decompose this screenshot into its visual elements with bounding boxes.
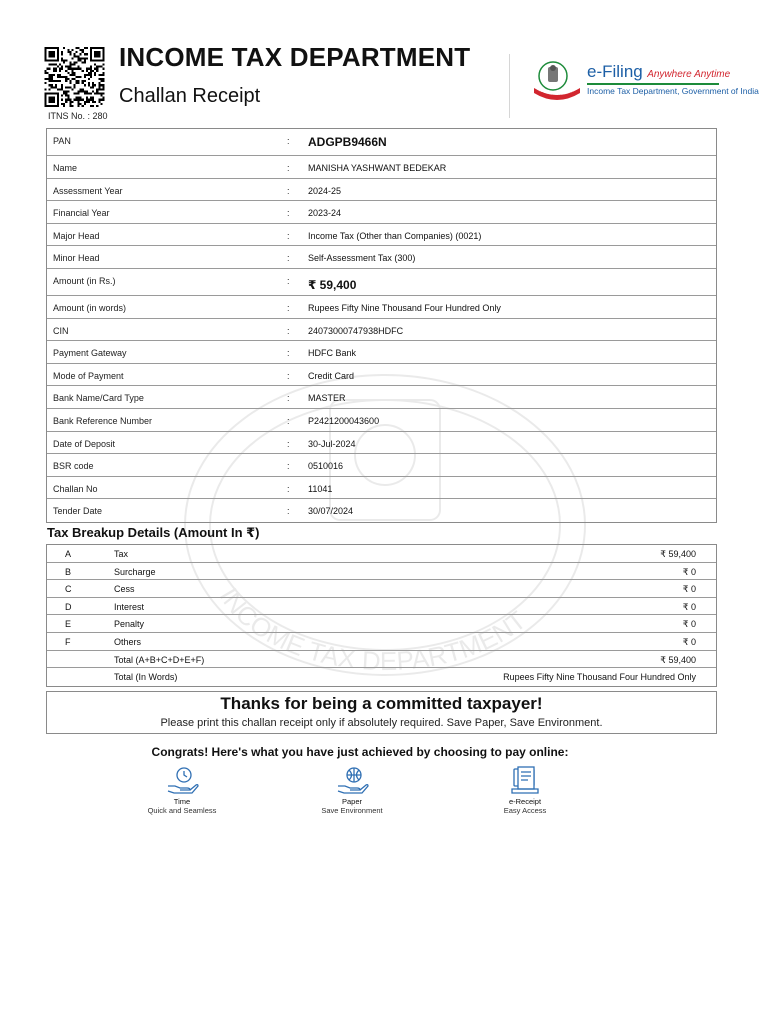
detail-value: HDFC Bank xyxy=(308,348,357,359)
detail-row xyxy=(47,409,716,432)
breakup-code: A xyxy=(65,549,72,559)
breakup-code: B xyxy=(65,566,72,577)
detail-colon: : xyxy=(287,163,290,173)
detail-value: 0510016 xyxy=(308,461,344,472)
detail-colon: : xyxy=(287,185,290,196)
thanks-note: Please print this challan receipt only if absolutely required. Save Paper, Save Environment. xyxy=(160,717,603,729)
detail-value: ADGPB9466N xyxy=(308,135,387,149)
efiling-brand: e-Filing xyxy=(587,62,643,81)
detail-label: Mode of Payment xyxy=(53,370,124,381)
detail-row xyxy=(47,179,716,202)
tax-breakup-table xyxy=(46,544,717,687)
breakup-name: Total (A+B+C+D+E+F) xyxy=(114,654,205,665)
detail-colon: : xyxy=(287,438,290,449)
detail-row xyxy=(47,499,716,522)
challan-details-table xyxy=(46,128,717,523)
detail-label: Financial Year xyxy=(53,208,110,219)
breakup-row xyxy=(47,633,716,651)
receipt-icon xyxy=(508,766,542,796)
detail-colon: : xyxy=(287,230,290,241)
breakup-name: Tax xyxy=(114,549,129,559)
detail-value: Self-Assessment Tax (300) xyxy=(308,253,416,264)
breakup-row xyxy=(47,651,716,669)
breakup-amount: ₹ 0 xyxy=(682,619,696,630)
breakup-amount: ₹ 0 xyxy=(682,584,696,595)
detail-colon: : xyxy=(287,461,290,472)
benefit-ereceipt: e-Receipt Easy Access xyxy=(470,766,580,815)
detail-row xyxy=(47,319,716,342)
detail-row xyxy=(47,201,716,224)
detail-label: Amount (in words) xyxy=(53,302,127,313)
detail-label: BSR code xyxy=(53,461,94,472)
clock-hand-icon xyxy=(165,766,199,796)
detail-value: 11041 xyxy=(308,483,333,494)
efiling-underline xyxy=(587,83,719,85)
globe-hand-icon xyxy=(335,766,369,796)
breakup-name: Cess xyxy=(114,584,135,595)
detail-colon: : xyxy=(287,370,290,381)
detail-value: 24073000747938HDFC xyxy=(308,325,404,336)
detail-colon: : xyxy=(287,253,290,264)
detail-label: Challan No xyxy=(53,483,98,494)
detail-value: Rupees Fifty Nine Thousand Four Hundred Only xyxy=(308,302,501,313)
detail-row xyxy=(47,224,716,247)
detail-row xyxy=(47,454,716,477)
detail-row xyxy=(47,129,716,156)
detail-label: Bank Reference Number xyxy=(53,415,153,426)
detail-value: 30-Jul-2024 xyxy=(308,438,356,449)
detail-row xyxy=(47,477,716,500)
detail-value: 2023-24 xyxy=(308,208,342,219)
breakup-amount: ₹ 0 xyxy=(682,636,696,647)
breakup-name: Surcharge xyxy=(114,566,156,577)
detail-colon: : xyxy=(287,483,290,494)
efiling-subtitle: Income Tax Department, Government of India xyxy=(587,86,759,96)
itns-number: ITNS No. : 280 xyxy=(48,111,108,121)
detail-colon: : xyxy=(287,325,290,336)
breakup-amount: ₹ 59,400 xyxy=(660,549,696,559)
breakup-amount: ₹ 59,400 xyxy=(660,654,696,665)
detail-value: MANISHA YASHWANT BEDEKAR xyxy=(308,163,447,173)
header-divider xyxy=(509,54,510,118)
breakup-code: F xyxy=(65,636,71,647)
receipt-subtitle: Challan Receipt xyxy=(119,85,261,107)
detail-row xyxy=(47,246,716,269)
detail-row xyxy=(47,296,716,319)
breakup-amount: ₹ 0 xyxy=(682,566,696,577)
thanks-box xyxy=(46,691,717,734)
breakup-name: Total (In Words) xyxy=(114,672,178,683)
svg-text:INCOME TAX DEPARTMENT: INCOME TAX DEPARTM xyxy=(536,84,580,97)
breakup-amount: Rupees Fifty Nine Thousand Four Hundred Only xyxy=(503,672,696,683)
detail-colon: : xyxy=(287,415,290,426)
detail-value: 30/07/2024 xyxy=(308,506,354,517)
detail-label: Assessment Year xyxy=(53,185,123,196)
tax-breakup-title: Tax Breakup Details (Amount In ₹) xyxy=(47,525,260,540)
detail-row xyxy=(47,386,716,409)
detail-row xyxy=(47,364,716,387)
detail-label: Major Head xyxy=(53,230,100,241)
detail-label: Date of Deposit xyxy=(53,438,116,449)
detail-value: Income Tax (Other than Companies) (0021) xyxy=(308,230,482,241)
efiling-tagline: Anywhere Anytime xyxy=(647,69,731,80)
watermark-text: INCOME TAX DEPARTMENT xyxy=(213,582,532,677)
detail-label: Amount (in Rs.) xyxy=(53,275,116,286)
breakup-row xyxy=(47,580,716,598)
detail-value: 2024-25 xyxy=(308,185,342,196)
breakup-row xyxy=(47,668,716,686)
detail-label: PAN xyxy=(53,136,71,146)
detail-label: CIN xyxy=(53,325,69,336)
detail-value: Credit Card xyxy=(308,370,355,381)
detail-colon: : xyxy=(287,348,290,359)
detail-colon: : xyxy=(287,393,290,404)
breakup-amount: ₹ 0 xyxy=(682,601,696,612)
national-emblem-icon xyxy=(530,58,584,102)
breakup-name: Others xyxy=(114,636,142,647)
detail-row xyxy=(47,269,716,296)
benefit-paper: Paper Save Environment xyxy=(297,766,407,815)
efiling-logo xyxy=(530,58,759,102)
detail-label: Payment Gateway xyxy=(53,348,127,359)
detail-label: Name xyxy=(53,163,78,173)
breakup-row xyxy=(47,545,716,563)
breakup-name: Interest xyxy=(114,601,145,612)
breakup-name: Penalty xyxy=(114,619,145,630)
breakup-code: E xyxy=(65,619,72,630)
detail-colon: : xyxy=(287,136,290,146)
breakup-row xyxy=(47,598,716,616)
detail-colon: : xyxy=(287,302,290,313)
detail-row xyxy=(47,432,716,455)
breakup-row xyxy=(47,563,716,581)
breakup-row xyxy=(47,615,716,633)
detail-colon: : xyxy=(287,506,290,517)
detail-colon: : xyxy=(287,208,290,219)
congrats-heading: Congrats! Here's what you have just achieved by choosing to pay online: xyxy=(151,745,569,759)
detail-row xyxy=(47,156,716,179)
detail-row xyxy=(47,341,716,364)
detail-label: Bank Name/Card Type xyxy=(53,393,144,404)
benefit-time: Time Quick and Seamless xyxy=(127,766,237,815)
breakup-code: C xyxy=(65,584,72,595)
breakup-code: D xyxy=(65,601,72,612)
qr-code xyxy=(43,47,106,107)
thanks-title: Thanks for being a committed taxpayer! xyxy=(220,694,543,713)
detail-label: Tender Date xyxy=(53,506,103,517)
detail-value: ₹ 59,400 xyxy=(308,277,357,292)
detail-value: MASTER xyxy=(308,393,346,404)
department-title: INCOME TAX DEPARTMENT xyxy=(119,42,471,72)
detail-colon: : xyxy=(287,275,290,286)
detail-value: P2421200043600 xyxy=(308,415,380,426)
detail-label: Minor Head xyxy=(53,253,100,264)
